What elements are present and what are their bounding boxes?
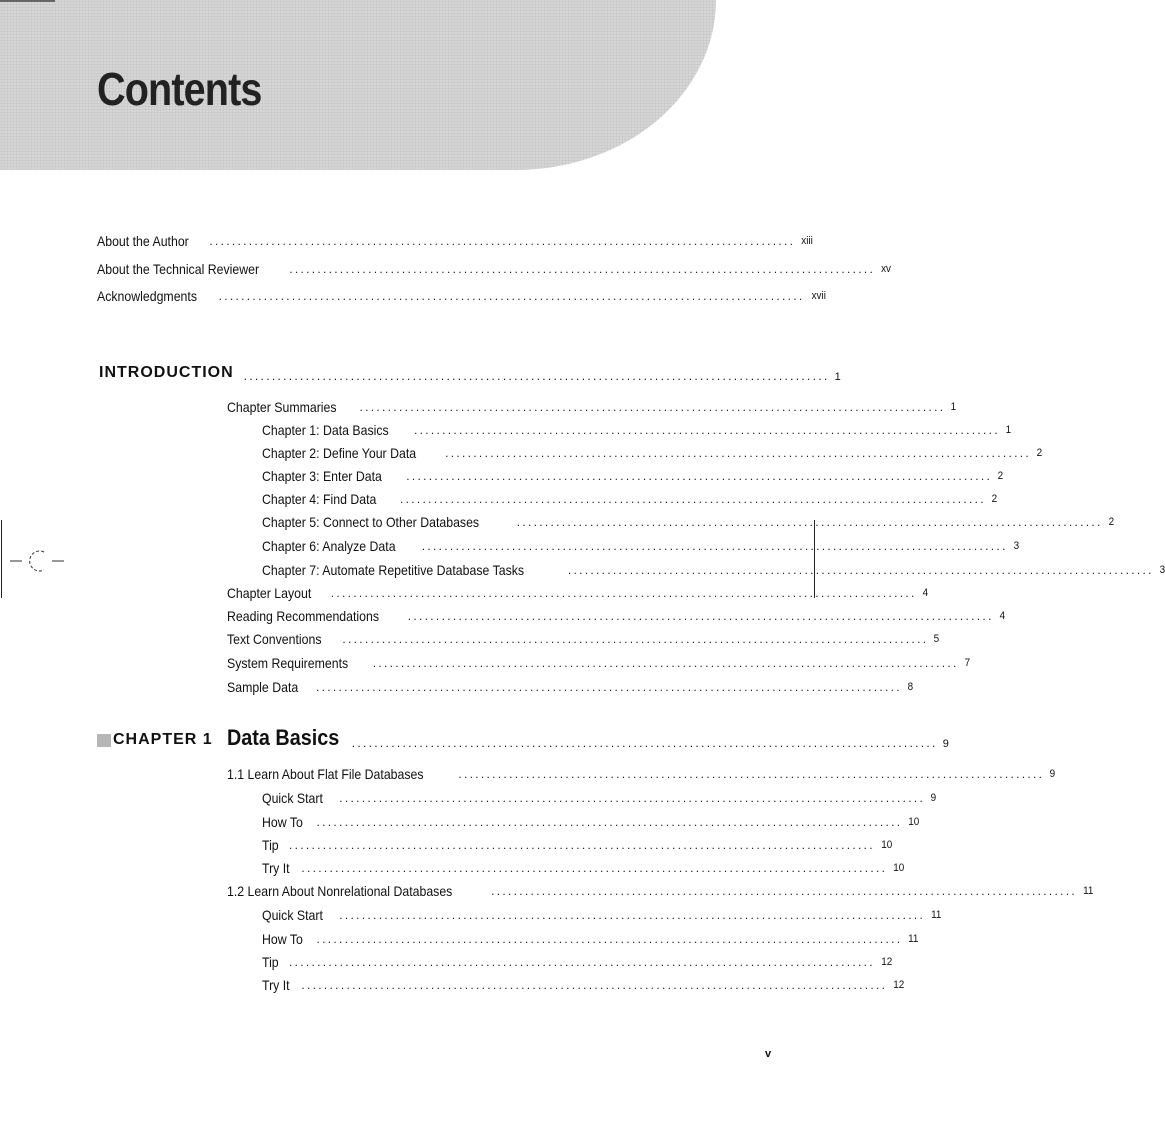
toc-label: About the Technical Reviewer xyxy=(97,261,260,277)
toc-entry-summary-ch1[interactable] xyxy=(262,421,1012,439)
toc-page: 11 xyxy=(931,909,942,921)
toc-label: About the Author xyxy=(97,233,189,249)
toc-entry-system-requirements[interactable] xyxy=(227,654,970,672)
toc-page: 4 xyxy=(922,587,928,599)
registration-mark-icon xyxy=(10,547,66,577)
toc-entry-1-2-tip[interactable] xyxy=(262,953,893,971)
dot-leader: ........................................................................................................ xyxy=(458,767,1045,781)
crop-line-left xyxy=(1,520,2,598)
toc-page: xvii xyxy=(811,290,826,302)
dot-leader: ........................................................................................................ xyxy=(339,791,926,805)
toc-page: 11 xyxy=(908,933,919,945)
toc-page: 7 xyxy=(964,657,970,669)
toc-page: 9 xyxy=(1049,768,1056,780)
dot-leader: ........................................................................................................ xyxy=(516,515,1103,529)
dot-leader: ........................................................................................................ xyxy=(218,289,805,303)
toc-label: Try It xyxy=(262,977,290,993)
toc-page: 1 xyxy=(1005,424,1012,436)
dot-leader: ........................................................................................................ xyxy=(407,609,994,623)
dot-leader: ........................................................................................................ xyxy=(413,423,1000,437)
dot-leader: ........................................................................................................ xyxy=(301,978,888,992)
toc-page: 12 xyxy=(893,979,905,991)
toc-label: Acknowledgments xyxy=(97,288,197,304)
dot-leader: ........................................................................................................ xyxy=(342,632,929,646)
toc-page: xv xyxy=(881,263,892,275)
toc-page: 10 xyxy=(881,839,893,851)
toc-page: 12 xyxy=(881,956,893,968)
toc-entry-about-author[interactable] xyxy=(97,232,814,250)
toc-entry-summary-ch4[interactable] xyxy=(262,490,998,508)
dot-leader: ........................................................................................................ xyxy=(330,586,917,600)
toc-entry-chapter-layout[interactable] xyxy=(227,584,928,602)
toc-label: Chapter Layout xyxy=(227,585,312,601)
dot-leader: ........................................................................................................ xyxy=(351,736,938,750)
toc-entry-summary-ch2[interactable] xyxy=(262,444,1043,462)
chapter-label: CHAPTER 1 xyxy=(113,731,213,748)
dot-leader: ........................................................................................................ xyxy=(406,469,993,483)
chapter-title: Data Basics xyxy=(227,725,340,750)
toc-label: Chapter 6: Analyze Data xyxy=(262,538,396,554)
toc-label: Chapter 2: Define Your Data xyxy=(262,445,417,461)
toc-entry-summary-ch7[interactable] xyxy=(262,561,1165,579)
dot-leader: ........................................................................................................ xyxy=(301,861,888,875)
toc-label: Try It xyxy=(262,860,290,876)
toc-page: 2 xyxy=(997,470,1004,482)
dot-leader: ........................................................................................................ xyxy=(315,680,902,694)
dot-leader: ........................................................................................................ xyxy=(359,400,946,414)
dot-leader: ........................................................................................................ xyxy=(289,262,876,276)
toc-chapter-1-label xyxy=(97,728,227,750)
toc-label: Tip xyxy=(262,954,279,970)
toc-page: 11 xyxy=(1083,885,1094,897)
toc-entry-text-conventions[interactable] xyxy=(227,630,940,648)
dot-leader: ........................................................................................................ xyxy=(399,492,986,506)
toc-entry-1-2[interactable] xyxy=(227,882,1094,900)
toc-page: 1 xyxy=(834,371,841,383)
dot-leader: ........................................................................................................ xyxy=(567,563,1154,577)
toc-label: 1.2 Learn About Nonrelational Databases xyxy=(227,883,453,899)
toc-page: 9 xyxy=(930,792,937,804)
section-marker-icon xyxy=(97,734,111,747)
toc-entry-about-reviewer[interactable] xyxy=(97,260,892,278)
toc-entry-sample-data[interactable] xyxy=(227,678,913,696)
toc-label: Chapter 4: Find Data xyxy=(262,491,377,507)
toc-page: 8 xyxy=(907,681,913,693)
toc-label: Tip xyxy=(262,837,279,853)
toc-entry-1-2-how-to[interactable] xyxy=(262,930,919,948)
toc-entry-acknowledgments[interactable] xyxy=(97,287,826,305)
dot-leader: ........................................................................................................ xyxy=(316,932,903,946)
toc-label: Chapter 7: Automate Repetitive Database Tasks xyxy=(262,562,525,578)
toc-entry-1-1-tip[interactable] xyxy=(262,836,893,854)
dot-leader: ........................................................................................................ xyxy=(243,369,830,383)
toc-page: xiii xyxy=(801,235,814,247)
dot-leader: ........................................................................................................ xyxy=(288,955,875,969)
toc-page: 2 xyxy=(1108,516,1114,528)
toc-part-introduction[interactable] xyxy=(97,361,841,383)
toc-entry-1-1-quick-start[interactable] xyxy=(262,789,937,807)
toc-label: How To xyxy=(262,931,303,947)
dot-leader: ........................................................................................................ xyxy=(491,884,1078,898)
toc-label: Text Conventions xyxy=(227,631,322,647)
dot-leader: ........................................................................................................ xyxy=(372,656,959,670)
toc-entry-summary-ch5[interactable] xyxy=(262,513,1114,531)
toc-entry-chapter-summaries[interactable] xyxy=(227,398,957,416)
toc-entry-1-1-how-to[interactable] xyxy=(262,813,920,831)
toc-label: Reading Recommendations xyxy=(227,608,380,624)
toc-page: 2 xyxy=(1036,447,1043,459)
toc-label: Quick Start xyxy=(262,907,323,923)
dot-leader: ........................................................................................................ xyxy=(288,838,875,852)
toc-label: System Requirements xyxy=(227,655,349,671)
toc-entry-reading-recommendations[interactable] xyxy=(227,607,1005,625)
toc-page: 3 xyxy=(1013,540,1019,552)
toc-label: Chapter 1: Data Basics xyxy=(262,422,389,438)
page-title: Contents xyxy=(97,63,262,115)
page-number: v xyxy=(765,1048,772,1060)
toc-label: Chapter 5: Connect to Other Databases xyxy=(262,514,480,530)
dot-leader: ........................................................................................................ xyxy=(445,446,1032,460)
toc-entry-summary-ch3[interactable] xyxy=(262,467,1004,485)
toc-label: Chapter Summaries xyxy=(227,399,337,415)
part-label: INTRODUCTION xyxy=(99,364,234,381)
toc-chapter-1-title[interactable] xyxy=(227,724,949,750)
toc-page: 3 xyxy=(1159,564,1165,576)
dot-leader: ........................................................................................................ xyxy=(316,815,903,829)
toc-entry-1-1[interactable] xyxy=(227,765,1056,783)
toc-label: 1.1 Learn About Flat File Databases xyxy=(227,766,424,782)
toc-page: 1 xyxy=(951,401,957,413)
toc-label: Sample Data xyxy=(227,679,299,695)
toc-page: 9 xyxy=(942,738,949,750)
toc-entry-1-2-quick-start[interactable] xyxy=(262,906,942,924)
top-rule xyxy=(0,0,55,2)
dot-leader: ........................................................................................................ xyxy=(209,234,796,248)
toc-entry-1-2-try-it[interactable] xyxy=(262,976,905,994)
dot-leader: ........................................................................................................ xyxy=(421,539,1008,553)
toc-page: 10 xyxy=(893,862,905,874)
toc-entry-1-1-try-it[interactable] xyxy=(262,859,905,877)
toc-entry-summary-ch6[interactable] xyxy=(262,537,1019,555)
toc-page: 5 xyxy=(933,633,940,645)
toc-page: 10 xyxy=(908,816,920,828)
toc-page: 2 xyxy=(991,493,998,505)
toc-label: Quick Start xyxy=(262,790,323,806)
toc-label: Chapter 3: Enter Data xyxy=(262,468,382,484)
toc-page: 4 xyxy=(999,610,1005,622)
toc-label: How To xyxy=(262,814,303,830)
dot-leader: ........................................................................................................ xyxy=(339,908,926,922)
